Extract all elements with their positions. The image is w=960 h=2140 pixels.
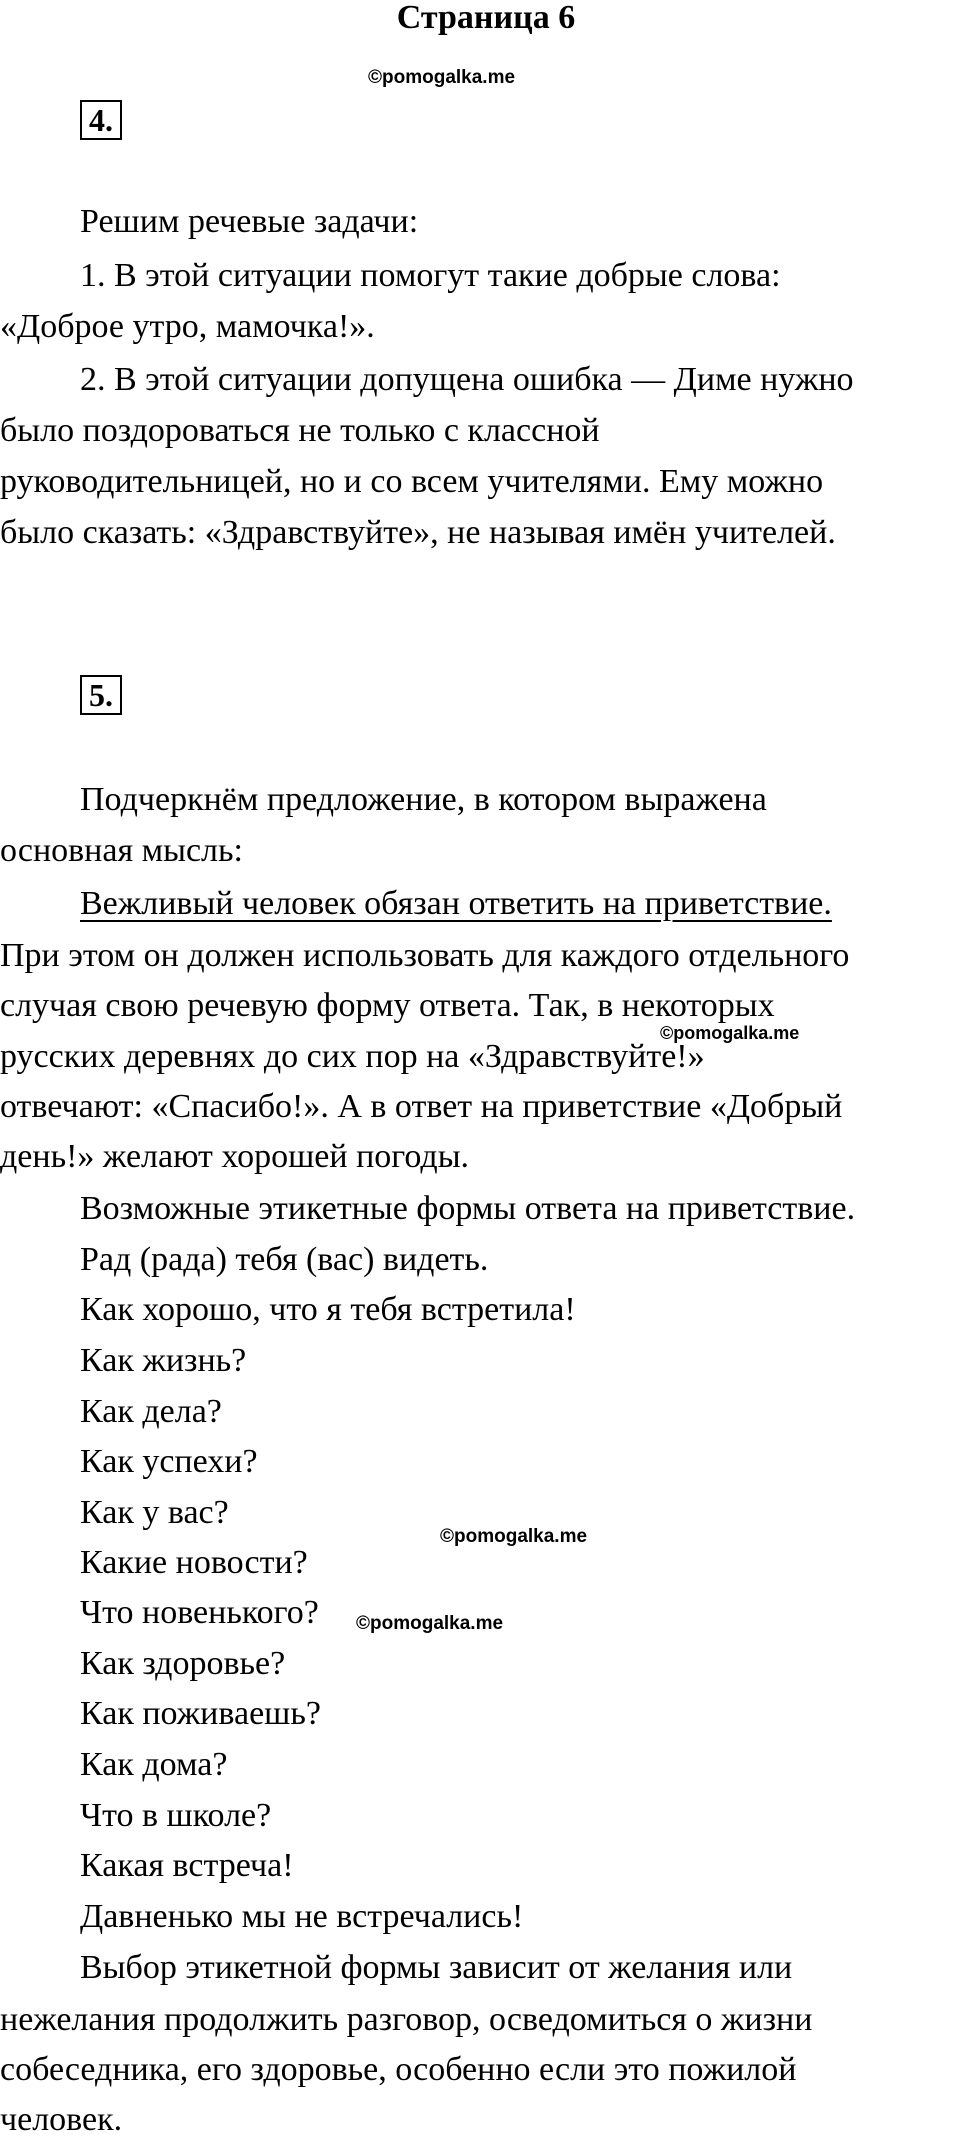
watermark: ©pomogalka.me <box>660 1023 800 1043</box>
task-4-line: Решим речевые задачи: <box>80 203 419 240</box>
forms-heading: Возможные этикетные формы ответа на приветствие. <box>80 1190 856 1227</box>
greeting-form: Как жизнь? <box>80 1342 247 1379</box>
conclusion-line: собеседника, его здоровье, особенно если это пожилой <box>0 2051 797 2088</box>
task-5-text-line: отвечают: «Спасибо!». А в ответ на приветствие «Добрый <box>0 1088 843 1125</box>
conclusion-line: Выбор этикетной формы зависит от желания или <box>80 1949 793 1986</box>
greeting-form: Давненько мы не встречались! <box>80 1898 524 1935</box>
task-5-text-line: день!» желают хорошей погоды. <box>0 1138 470 1175</box>
greeting-form: Как здоровье? <box>80 1645 286 1682</box>
task-4-line: руководительницей, но и со всем учителями. Ему можно <box>0 463 824 500</box>
page-title: Страница 6 <box>396 0 576 36</box>
conclusion-line: нежелания продолжить разговор, осведомиться о жизни <box>0 2001 813 2038</box>
conclusion-line: человек. <box>0 2101 123 2138</box>
task-4-line: 2. В этой ситуации допущена ошибка — Диме нужно <box>80 361 854 398</box>
task-5-text-line: При этом он должен использовать для каждого отдельного <box>0 937 850 974</box>
greeting-form: Как у вас? <box>80 1494 229 1531</box>
greeting-form: Как дела? <box>80 1393 222 1430</box>
task-4-line: было поздороваться не только с классной <box>0 412 600 449</box>
greeting-form: Какие новости? <box>80 1544 308 1581</box>
task-4-line: «Доброе утро, мамочка!». <box>0 308 375 345</box>
greeting-form: Как успехи? <box>80 1443 258 1480</box>
task-4-number: 4. <box>80 100 122 140</box>
greeting-form: Рад (рада) тебя (вас) видеть. <box>80 1241 489 1278</box>
watermark: ©pomogalka.me <box>368 67 516 88</box>
watermark: ©pomogalka.me <box>440 1526 588 1547</box>
greeting-form: Что новенького? <box>80 1594 319 1631</box>
task-5-text-line: русских деревнях до сих пор на «Здравствуйте!» <box>0 1038 705 1075</box>
task-5-text-line: случая свою речевую форму ответа. Так, в некоторых <box>0 987 775 1024</box>
greeting-form: Как поживаешь? <box>80 1695 321 1732</box>
greeting-form: Как дома? <box>80 1746 228 1783</box>
greeting-form: Что в школе? <box>80 1797 272 1834</box>
task-4-line: было сказать: «Здравствуйте», не называя имён учителей. <box>0 514 836 551</box>
task-5-intro-line: Подчеркнём предложение, в котором выражена <box>80 781 767 818</box>
underlined-main-idea: Вежливый человек обязан ответить на приветствие. <box>80 885 832 922</box>
watermark: ©pomogalka.me <box>356 1613 504 1634</box>
task-5-intro-line: основная мысль: <box>0 832 243 869</box>
task-5-number: 5. <box>80 675 122 715</box>
task-4-line: 1. В этой ситуации помогут такие добрые слова: <box>80 257 781 294</box>
greeting-form: Как хорошо, что я тебя встретила! <box>80 1291 576 1328</box>
greeting-form: Какая встреча! <box>80 1847 294 1884</box>
